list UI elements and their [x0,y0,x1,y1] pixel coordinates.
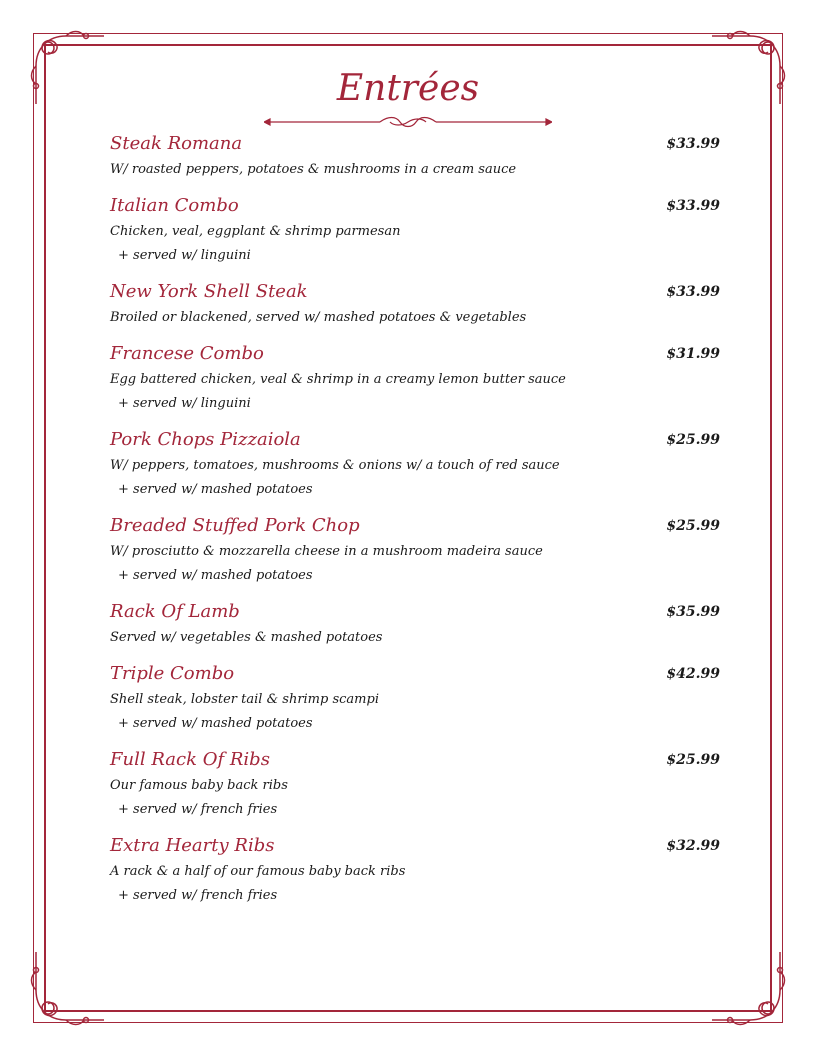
item-description: A rack & a half of our famous baby back ribs [110,864,406,879]
menu-item [110,660,722,736]
item-description: Chicken, veal, eggplant & shrimp parmesan [110,224,401,239]
scroll-corner-icon [26,950,106,1030]
menu-item [110,340,722,416]
item-name: Rack Of Lamb [110,601,240,622]
item-name: Triple Combo [110,663,235,684]
item-side: + served w/ mashed potatoes [118,482,313,497]
item-name: Francese Combo [110,343,264,364]
item-price: $31.99 [666,346,720,362]
item-name: Pork Chops Pizzaiola [110,429,301,450]
menu-item [110,512,722,588]
item-description: Broiled or blackened, served w/ mashed potatoes & vegetables [110,310,527,325]
item-description: W/ prosciutto & mozzarella cheese in a mushroom madeira sauce [110,544,543,559]
menu-list [110,130,722,908]
item-name: Extra Hearty Ribs [110,835,275,856]
menu-item [110,278,722,330]
item-description: Served w/ vegetables & mashed potatoes [110,630,383,645]
item-name: Full Rack Of Ribs [110,749,270,770]
item-name: Steak Romana [110,133,243,154]
menu-item [110,192,722,268]
menu-item [110,130,722,182]
item-price: $25.99 [666,518,720,534]
page-title: Entrées [336,68,480,109]
item-side: + served w/ mashed potatoes [118,568,313,583]
item-name: Breaded Stuffed Pork Chop [110,515,360,536]
item-price: $33.99 [666,136,720,152]
item-price: $25.99 [666,432,720,448]
item-description: W/ peppers, tomatoes, mushrooms & onions w/ a touch of red sauce [110,458,560,473]
item-price: $25.99 [666,752,720,768]
scroll-flourish-icon [264,114,552,130]
item-description: Our famous baby back ribs [110,778,288,793]
menu-item [110,746,722,822]
item-description: Egg battered chicken, veal & shrimp in a creamy lemon butter sauce [110,372,566,387]
item-description: Shell steak, lobster tail & shrimp scampi [110,692,379,707]
item-price: $33.99 [666,198,720,214]
item-price: $42.99 [666,666,720,682]
item-side: + served w/ linguini [118,248,251,263]
item-name: Italian Combo [110,195,239,216]
menu-item [110,426,722,502]
item-price: $35.99 [666,604,720,620]
item-price: $32.99 [666,838,720,854]
item-side: + served w/ french fries [118,802,278,817]
item-description: W/ roasted peppers, potatoes & mushrooms in a cream sauce [110,162,517,177]
item-side: + served w/ mashed potatoes [118,716,313,731]
menu-item [110,598,722,650]
item-price: $33.99 [666,284,720,300]
item-side: + served w/ linguini [118,396,251,411]
menu-item [110,832,722,908]
scroll-corner-icon [710,950,790,1030]
item-name: New York Shell Steak [110,281,308,302]
item-side: + served w/ french fries [118,888,278,903]
